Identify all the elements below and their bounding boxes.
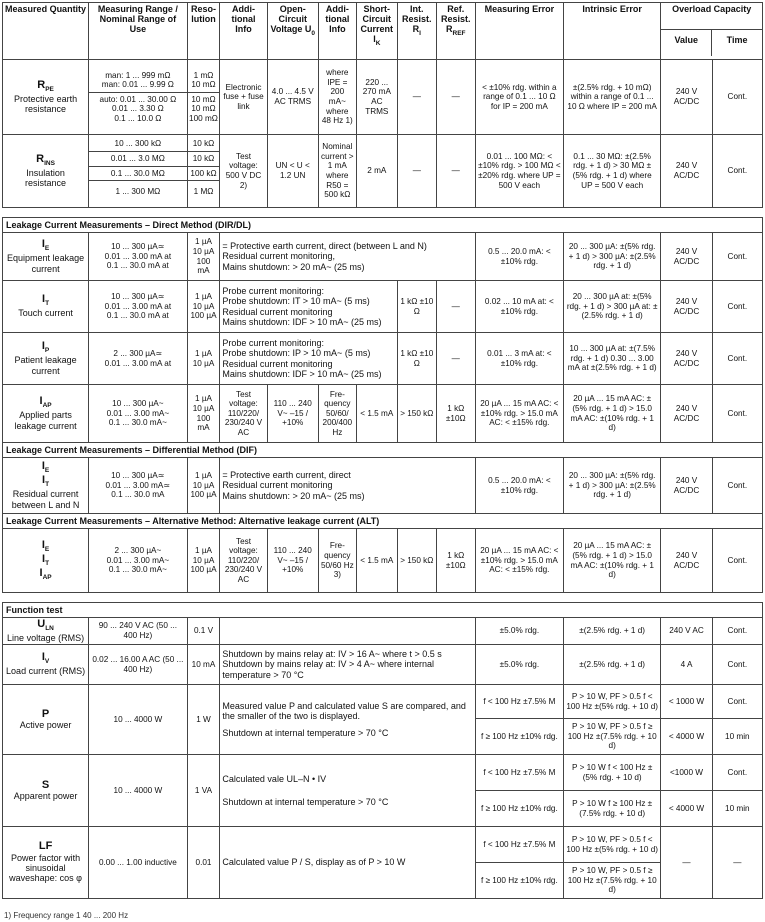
intrinsic-error-it: 20 ... 300 µA at: ±(5% rdg. + 1 d) > 300 µA at: ±(2.5% rdg. + 1 d) bbox=[563, 281, 660, 333]
overload-value-rpe: 240 V AC/DC bbox=[661, 60, 712, 135]
overload-value-iap: 240 V AC/DC bbox=[661, 385, 712, 443]
intrinsic-error-uln: ±(2.5% rdg. + 1 d) bbox=[563, 618, 660, 645]
overload-time-rpe: Cont. bbox=[712, 60, 762, 135]
short-circuit-current-alt: < 1.5 mA bbox=[356, 529, 397, 593]
reference-resistance-alt: 1 kΩ ±10Ω bbox=[436, 529, 475, 593]
quantity-rins: $R_{INS}$ Insulation resistance bbox=[3, 135, 89, 208]
table-row-dif bbox=[3, 458, 763, 514]
intrinsic-error-iap: 20 µA ... 15 mA AC: ±(5% rdg. + 1 d) > 15.0 mA AC: ±(10% rdg. + 1 d) bbox=[563, 385, 660, 443]
resolution-p: 1 W bbox=[187, 685, 220, 755]
resolution-uln: 0.1 V bbox=[187, 618, 220, 645]
table-row-s-a bbox=[3, 755, 763, 791]
info-ie: = Protective earth current, direct (between L and N) Residual current monitoring, Mains shutdown: > 20 mA~ (25 ms) bbox=[220, 233, 475, 281]
info-lf: Calculated value P / S, display as of P > 10 W bbox=[220, 827, 475, 899]
section-differential-method bbox=[3, 443, 763, 458]
specifications-table bbox=[2, 2, 763, 899]
overload-time-iap: Cont. bbox=[712, 385, 762, 443]
overload-value-it: 240 V AC/DC bbox=[661, 281, 712, 333]
section-function-test bbox=[3, 603, 763, 618]
header-measured-quantity: Measured Quantity bbox=[3, 3, 89, 60]
overload-capacity-label: Overload Capacity bbox=[672, 4, 752, 14]
measuring-error-p-1: f < 100 Hz ±7.5% M bbox=[475, 685, 563, 719]
resolution-lf: 0.01 bbox=[187, 827, 220, 899]
overload-time-rins: Cont. bbox=[712, 135, 762, 208]
resolution-ip: 1 µA 10 µA bbox=[187, 333, 220, 385]
intrinsic-error-dif: 20 ... 300 µA: ±(5% rdg. + 1 d) > 300 µA: ±(2.5% rdg. + 1 d) bbox=[563, 458, 660, 514]
resolution-it: 1 µA 10 µA 100 µA bbox=[187, 281, 220, 333]
header-resolution: Reso-lution bbox=[187, 3, 220, 60]
quantity-alt: $I_E$ $I_T$ $I_{AP}$ bbox=[3, 529, 89, 593]
internal-resistance-ip: 1 kΩ ±10 Ω bbox=[397, 333, 436, 385]
info-uln bbox=[220, 618, 475, 645]
overload-time-s-2: 10 min bbox=[712, 791, 762, 827]
resolution-rpe: 1 mΩ 10 mΩ 10 mΩ 10 mΩ 100 mΩ bbox=[187, 60, 220, 135]
range-dif: 10 ... 300 µA≃ 0.01 ... 3.00 mA≃ 0.1 ... 30.0 mA bbox=[89, 458, 187, 514]
additional-info-2-rins: Nominal current > 1 mA where R50 = 500 kΩ bbox=[318, 135, 356, 208]
measuring-error-it: 0.02 ... 10 mA at: < ±10% rdg. bbox=[475, 281, 563, 333]
quantity-dif: $I_E$ $I_T$ Residual current between L and N bbox=[3, 458, 89, 514]
resolution-iap: 1 µA 10 µA 100 mA bbox=[187, 385, 220, 443]
range-alt: 2 ... 300 µA~ 0.01 ... 3.00 mA~ 0.1 ... 30.0 mA~ bbox=[89, 529, 187, 593]
header-measuring-range: Measuring Range / Nominal Range of Use bbox=[89, 3, 187, 60]
section-alternative-method bbox=[3, 514, 763, 529]
open-circuit-voltage-rins: UN < U < 1.2 UN bbox=[267, 135, 318, 208]
resolution-rins: 10 kΩ 10 kΩ 100 kΩ 1 MΩ bbox=[187, 135, 220, 208]
table-row-ie bbox=[3, 233, 763, 281]
header-internal-resistance: Int. Resist. $R_I$ bbox=[397, 3, 436, 60]
section-title-alternative: Leakage Current Measurements – Alternative Method: Alternative leakage current (ALT) bbox=[3, 514, 763, 529]
range-uln: 90 ... 240 V AC (50 ... 400 Hz) bbox=[89, 618, 187, 645]
additional-info-2-alt: Fre-quency 50/60 Hz 3) bbox=[318, 529, 356, 593]
measuring-error-p-2: f ≥ 100 Hz ±10% rdg. bbox=[475, 719, 563, 755]
measuring-error-lf-1: f < 100 Hz ±7.5% M bbox=[475, 827, 563, 863]
overload-value-ie: 240 V AC/DC bbox=[661, 233, 712, 281]
open-circuit-voltage-alt: 110 ... 240 V~ –15 / +10% bbox=[267, 529, 318, 593]
table-row-uln bbox=[3, 618, 763, 645]
overload-value-lf: — bbox=[661, 827, 712, 899]
table-row-ip bbox=[3, 333, 763, 385]
table-row-it bbox=[3, 281, 763, 333]
intrinsic-error-alt: 20 µA ... 15 mA AC: ±(5% rdg. + 1 d) > 15.0 mA AC: ±(10% rdg. + 1 d) bbox=[563, 529, 660, 593]
header-overload-time: Time bbox=[726, 35, 748, 45]
overload-time-s-1: Cont. bbox=[712, 755, 762, 791]
info-ip: Probe current monitoring: Probe shutdown: IP > 10 mA~ (5 ms) Residual current monitoring Mains shutdown: IDF > 10 mA~ (25 ms) bbox=[220, 333, 397, 385]
short-circuit-current-rpe: 220 ... 270 mA AC TRMS bbox=[356, 60, 397, 135]
overload-time-alt: Cont. bbox=[712, 529, 762, 593]
overload-time-uln: Cont. bbox=[712, 618, 762, 645]
overload-time-dif: Cont. bbox=[712, 458, 762, 514]
quantity-lf: LF Power factor with sinusoidal waveshape: cos φ bbox=[3, 827, 89, 899]
measuring-error-iv: ±5.0% rdg. bbox=[475, 645, 563, 685]
overload-value-uln: 240 V AC bbox=[661, 618, 712, 645]
section-title-differential: Leakage Current Measurements – Differential Method (DIF) bbox=[3, 443, 763, 458]
header-overload-value: Value bbox=[661, 30, 712, 56]
reference-resistance-rpe: — bbox=[436, 60, 475, 135]
overload-time-iv: Cont. bbox=[712, 645, 762, 685]
internal-resistance-rins: — bbox=[397, 135, 436, 208]
intrinsic-error-s-1: P > 10 W f < 100 Hz ±(5% rdg. + 10 d) bbox=[563, 755, 660, 791]
overload-value-s-1: <1000 W bbox=[661, 755, 712, 791]
intrinsic-error-ie: 20 ... 300 µA: ±(5% rdg. + 1 d) > 300 µA: ±(2.5% rdg. + 1 d) bbox=[563, 233, 660, 281]
spacer-row bbox=[3, 208, 763, 218]
table-row-iap bbox=[3, 385, 763, 443]
overload-value-alt: 240 V AC/DC bbox=[661, 529, 712, 593]
overload-value-dif: 240 V AC/DC bbox=[661, 458, 712, 514]
overload-time-p-1: Cont. bbox=[712, 685, 762, 719]
table-row-rins bbox=[3, 135, 763, 208]
table-row-iv bbox=[3, 645, 763, 685]
open-circuit-voltage-rpe: 4.0 ... 4.5 V AC TRMS bbox=[267, 60, 318, 135]
info-s: Calculated vale UL–N • IV Shutdown at internal temperature > 70 °C bbox=[220, 755, 475, 827]
section-title-function-test: Function test bbox=[3, 603, 763, 618]
overload-value-p-1: < 1000 W bbox=[661, 685, 712, 719]
reference-resistance-it: — bbox=[436, 281, 475, 333]
range-s: 10 ... 4000 W bbox=[89, 755, 187, 827]
overload-time-ip: Cont. bbox=[712, 333, 762, 385]
additional-info-iap: Test voltage: 110/220/ 230/240 V AC bbox=[220, 385, 267, 443]
internal-resistance-iap: > 150 kΩ bbox=[397, 385, 436, 443]
quantity-iv: $I_V$ Load current (RMS) bbox=[3, 645, 89, 685]
measuring-error-iap: 20 µA ... 15 mA AC: < ±10% rdg. > 15.0 mA AC: < ±15% rdg. bbox=[475, 385, 563, 443]
measuring-error-rpe: < ±10% rdg. within a range of 0.1 ... 10 Ω for IP = 200 mA bbox=[475, 60, 563, 135]
header-reference-resistance: Ref. Resist. $R_{REF}$ bbox=[436, 3, 475, 60]
intrinsic-error-p-2: P > 10 W, PF > 0.5 f ≥ 100 Hz ±(7.5% rdg. + 10 d) bbox=[563, 719, 660, 755]
intrinsic-error-lf-2: P > 10 W, PF > 0.5 f ≥ 100 Hz ±(7.5% rdg. + 10 d) bbox=[563, 863, 660, 899]
quantity-ip: $I_P$ Patient leakage current bbox=[3, 333, 89, 385]
measuring-error-alt: 20 µA ... 15 mA AC: < ±10% rdg. > 15.0 mA AC: < ±15% rdg. bbox=[475, 529, 563, 593]
additional-info-alt: Test voltage: 110/220/ 230/240 V AC bbox=[220, 529, 267, 593]
header-row bbox=[3, 3, 763, 60]
resolution-dif: 1 µA 10 µA 100 µA bbox=[187, 458, 220, 514]
footnote: 1) Frequency range 1 40 ... 200 Hz bbox=[4, 911, 129, 920]
overload-time-ie: Cont. bbox=[712, 233, 762, 281]
overload-time-it: Cont. bbox=[712, 281, 762, 333]
info-p: Measured value P and calculated value S are compared, and the smaller of the two is displayed. Shutdown at internal temperature > 70 °C bbox=[220, 685, 475, 755]
header-additional-info-2: Addi-tional Info bbox=[318, 3, 356, 60]
intrinsic-error-rins: 0.1 ... 30 MΩ: ±(2.5% rdg. + 1 d) > 30 MΩ ±(5% rdg. + 1 d) where UP = 500 V each bbox=[563, 135, 660, 208]
internal-resistance-rpe: — bbox=[397, 60, 436, 135]
short-circuit-current-rins: 2 mA bbox=[356, 135, 397, 208]
range-rins: 10 ... 300 kΩ 0.01 ... 3.0 MΩ 0.1 ... 30.0 MΩ 1 ... 300 MΩ bbox=[89, 135, 187, 208]
range-ip: 2 ... 300 µA≃ 0.01 ... 3.00 mA at bbox=[89, 333, 187, 385]
measuring-error-uln: ±5.0% rdg. bbox=[475, 618, 563, 645]
measuring-error-dif: 0.5 ... 20.0 mA: < ±10% rdg. bbox=[475, 458, 563, 514]
resolution-alt: 1 µA 10 µA 100 µA bbox=[187, 529, 220, 593]
overload-time-lf: — bbox=[712, 827, 762, 899]
intrinsic-error-ip: 10 ... 300 µA at: ±(7.5% rdg. + 1 d) 0.30 ... 3.00 mA at ±(2.5% rdg. + 1 d) bbox=[563, 333, 660, 385]
range-iap: 10 ... 300 µA~ 0.01 ... 3.00 mA~ 0.1 ... 30.0 mA~ bbox=[89, 385, 187, 443]
quantity-s: S Apparent power bbox=[3, 755, 89, 827]
intrinsic-error-rpe: ±(2.5% rdg. + 10 mΩ) within a range of 0.1 ... 10 Ω where IP = 200 mA bbox=[563, 60, 660, 135]
additional-info-2-rpe: where IPE = 200 mA~ where 48 Hz 1) bbox=[318, 60, 356, 135]
range-ie: 10 ... 300 µA≃ 0.01 ... 3.00 mA at 0.1 ... 30.0 mA at bbox=[89, 233, 187, 281]
resolution-iv: 10 mA bbox=[187, 645, 220, 685]
range-iv: 0.02 ... 16.00 A AC (50 ... 400 Hz) bbox=[89, 645, 187, 685]
overload-value-iv: 4 A bbox=[661, 645, 712, 685]
header-open-circuit-voltage: Open-Circuit Voltage $U_0$ bbox=[267, 3, 318, 60]
reference-resistance-rins: — bbox=[436, 135, 475, 208]
range-lf: 0.00 ... 1.00 inductive bbox=[89, 827, 187, 899]
info-dif: = Protective earth current, direct Residual current monitoring Mains shutdown: > 20 mA~ (25 ms) bbox=[220, 458, 475, 514]
header-intrinsic-error: Intrinsic Error bbox=[563, 3, 660, 60]
intrinsic-error-lf-1: P > 10 W, PF > 0.5 f < 100 Hz ±(5% rdg. + 10 d) bbox=[563, 827, 660, 863]
overload-time-p-2: 10 min bbox=[712, 719, 762, 755]
reference-resistance-iap: 1 kΩ ±10Ω bbox=[436, 385, 475, 443]
reference-resistance-ip: — bbox=[436, 333, 475, 385]
resolution-ie: 1 µA 10 µA 100 mA bbox=[187, 233, 220, 281]
additional-info-rins: Test voltage: 500 V DC 2) bbox=[220, 135, 267, 208]
section-direct-method bbox=[3, 218, 763, 233]
intrinsic-error-s-2: P > 10 W f ≥ 100 Hz ±(7.5% rdg. + 10 d) bbox=[563, 791, 660, 827]
additional-info-2-iap: Fre-quency 50/60/ 200/400 Hz bbox=[318, 385, 356, 443]
quantity-iap: $I_{AP}$ Applied parts leakage current bbox=[3, 385, 89, 443]
quantity-ie: $I_E$ Equipment leakage current bbox=[3, 233, 89, 281]
header-measuring-error: Measuring Error bbox=[475, 3, 563, 60]
measuring-error-s-2: f ≥ 100 Hz ±10% rdg. bbox=[475, 791, 563, 827]
info-it: Probe current monitoring: Probe shutdown: IT > 10 mA~ (5 ms) Residual current monitoring Mains shutdown: IDF > 10 mA~ (25 ms) bbox=[220, 281, 397, 333]
internal-resistance-it: 1 kΩ ±10 Ω bbox=[397, 281, 436, 333]
overload-value-p-2: < 4000 W bbox=[661, 719, 712, 755]
spacer-row-2 bbox=[3, 593, 763, 603]
header-additional-info-1: Addi-tional Info bbox=[220, 3, 267, 60]
overload-value-ip: 240 V AC/DC bbox=[661, 333, 712, 385]
additional-info-rpe: Electronic fuse + fuse link bbox=[220, 60, 267, 135]
header-overload-capacity bbox=[661, 3, 763, 60]
table-row-rpe bbox=[3, 60, 763, 135]
range-rpe: man: 1 ... 999 mΩ man: 0.01 ... 9.99 Ω auto: 0.01 ... 30.00 Ω 0.01 ... 3.30 Ω 0.1 ... 10.0 Ω bbox=[89, 60, 187, 135]
measuring-error-lf-2: f ≥ 100 Hz ±10% rdg. bbox=[475, 863, 563, 899]
info-iv: Shutdown by mains relay at: IV > 16 A~ where t > 0.5 s Shutdown by mains relay at: IV > 4 A~ where internal temperature > 70 °C bbox=[220, 645, 475, 685]
open-circuit-voltage-iap: 110 ... 240 V~ –15 / +10% bbox=[267, 385, 318, 443]
quantity-p: P Active power bbox=[3, 685, 89, 755]
measuring-error-ip: 0.01 ... 3 mA at: < ±10% rdg. bbox=[475, 333, 563, 385]
overload-value-rins: 240 V AC/DC bbox=[661, 135, 712, 208]
measuring-error-ie: 0.5 ... 20.0 mA: < ±10% rdg. bbox=[475, 233, 563, 281]
short-circuit-current-iap: < 1.5 mA bbox=[356, 385, 397, 443]
overload-value-s-2: < 4000 W bbox=[661, 791, 712, 827]
section-title-direct: Leakage Current Measurements – Direct Method (DIR/DL) bbox=[3, 218, 763, 233]
table-row-lf-a bbox=[3, 827, 763, 863]
intrinsic-error-iv: ±(2.5% rdg. + 1 d) bbox=[563, 645, 660, 685]
quantity-it: $I_T$ Touch current bbox=[3, 281, 89, 333]
range-p: 10 ... 4000 W bbox=[89, 685, 187, 755]
table-row-alt bbox=[3, 529, 763, 593]
measuring-error-rins: 0.01 ... 100 MΩ: < ±10% rdg. > 100 MΩ < ±20% rdg. where UP = 500 V each bbox=[475, 135, 563, 208]
resolution-s: 1 VA bbox=[187, 755, 220, 827]
table-row-p-a bbox=[3, 685, 763, 719]
quantity-uln: $U_{LN}$ Line voltage (RMS) bbox=[3, 618, 89, 645]
intrinsic-error-p-1: P > 10 W, PF > 0.5 f < 100 Hz ±(5% rdg. + 10 d) bbox=[563, 685, 660, 719]
range-it: 10 ... 300 µA≃ 0.01 ... 3.00 mA at 0.1 ... 30.0 mA at bbox=[89, 281, 187, 333]
quantity-rpe: $R_{PE}$ Protective earth resistance bbox=[3, 60, 89, 135]
internal-resistance-alt: > 150 kΩ bbox=[397, 529, 436, 593]
header-short-circuit-current: Short-Circuit Current $I_K$ bbox=[356, 3, 397, 60]
measuring-error-s-1: f < 100 Hz ±7.5% M bbox=[475, 755, 563, 791]
